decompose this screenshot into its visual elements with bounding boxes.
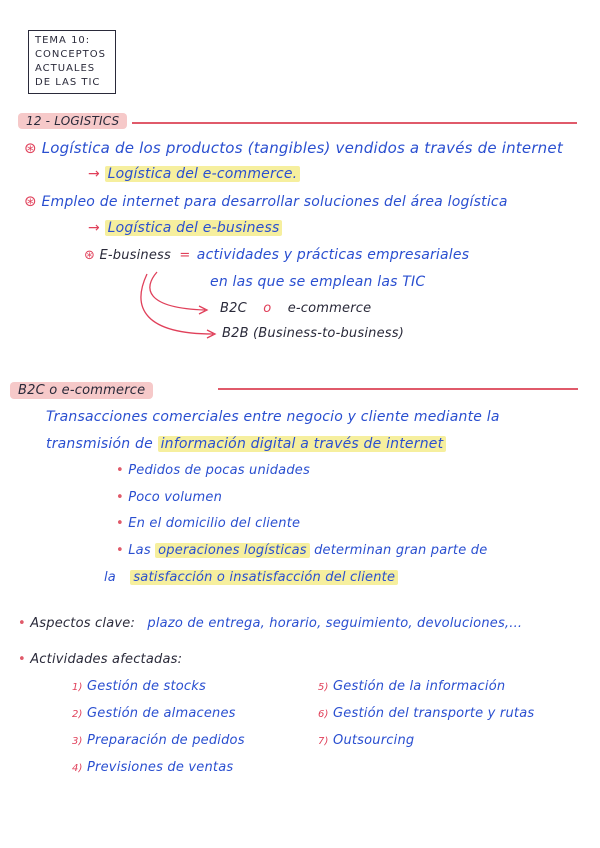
sat-pre: la [104, 570, 116, 585]
activity-num: 7) [318, 736, 329, 747]
title-box [28, 30, 116, 94]
star-bullet-icon: ⊛ [24, 192, 37, 210]
def-line2-hl: información digital a través de internet [158, 436, 447, 452]
activity-text: Previsiones de ventas [87, 760, 234, 775]
title-line-2: CONCEPTOS [35, 49, 106, 60]
star-bullet-icon: ⊛ [24, 139, 37, 157]
ebusiness-line [84, 247, 469, 263]
item1-text: Logística de los productos (tangibles) vendidos a través de internet [41, 139, 563, 157]
title-line-3: ACTUALES [35, 63, 96, 74]
dot-bullet-icon: • [116, 543, 124, 558]
point-2 [116, 490, 222, 505]
item2 [24, 192, 508, 210]
activity-text: Gestión de la información [333, 679, 506, 694]
ops-post: determinan gran parte de [314, 543, 488, 558]
ops-pre: Las [128, 543, 151, 558]
item1-sub-text: Logística del e-commerce. [105, 166, 301, 182]
aspects-text: plazo de entrega, horario, seguimiento, devoluciones,... [147, 616, 523, 631]
b2c-line [220, 301, 371, 316]
ebusiness-eq: = [179, 248, 191, 263]
branch-arrows-icon [135, 268, 225, 348]
sat-hl: satisfacción o insatisfacción del cliente [130, 570, 398, 585]
dot-bullet-icon: • [116, 463, 124, 478]
activity-text: Gestión del transporte y rutas [333, 706, 535, 721]
arrow-right-icon: → [88, 166, 100, 182]
point-3-text: En el domicilio del cliente [128, 516, 301, 531]
activity-right-1 [318, 679, 505, 694]
aspects-line [18, 616, 522, 631]
activity-num: 4) [72, 763, 83, 774]
b2c-label: B2C [220, 301, 247, 316]
item1 [24, 139, 563, 157]
point-4 [116, 543, 487, 558]
section2-rule [218, 388, 578, 390]
point-2-text: Poco volumen [128, 490, 223, 505]
activity-num: 3) [72, 736, 83, 747]
activity-text: Outsourcing [333, 733, 415, 748]
arrow-right-icon: → [88, 220, 100, 236]
section2-heading: B2C o e-commerce [10, 382, 153, 399]
ops-hl: operaciones logísticas [155, 543, 310, 558]
activity-num: 6) [318, 709, 329, 720]
point-1 [116, 463, 310, 478]
item1-sub [88, 166, 300, 182]
activity-text: Preparación de pedidos [87, 733, 245, 748]
activity-num: 2) [72, 709, 83, 720]
activity-left-1 [72, 679, 206, 694]
dot-bullet-icon: • [116, 516, 124, 531]
section2-def-line2 [46, 436, 446, 452]
dot-bullet-icon: • [116, 490, 124, 505]
section1-heading: 12 - LOGISTICS [18, 113, 127, 129]
item2-sub [88, 220, 282, 236]
activities-label: Actividades afectadas: [30, 652, 183, 667]
activity-left-2 [72, 706, 236, 721]
activity-num: 5) [318, 682, 329, 693]
activity-text: Gestión de almacenes [87, 706, 236, 721]
activity-left-3 [72, 733, 245, 748]
b2b-label: B2B (Business-to-business) [222, 326, 405, 341]
ebusiness-term: E-business [99, 248, 172, 263]
activity-right-3 [318, 733, 414, 748]
activity-num: 1) [72, 682, 83, 693]
b2c-sep: o [263, 301, 272, 316]
activities-label-line [18, 652, 182, 667]
activity-right-2 [318, 706, 534, 721]
title-line-1: TEMA 10: [35, 35, 91, 46]
satisfaction-line [104, 570, 398, 585]
point-1-text: Pedidos de pocas unidades [128, 463, 310, 478]
activity-left-4 [72, 760, 233, 775]
star-bullet-icon: ⊛ [84, 248, 96, 263]
aspects-label: Aspectos clave: [30, 616, 136, 631]
def-line2-pre: transmisión de [46, 436, 153, 452]
ebusiness-def2: en las que se emplean las TIC [210, 274, 426, 290]
title-line-4: DE LAS TIC [35, 77, 101, 88]
b2c-alt: e-commerce [287, 301, 372, 316]
dot-bullet-icon: • [18, 652, 26, 667]
dot-bullet-icon: • [18, 616, 26, 631]
item2-sub-text: Logística del e-business [105, 220, 283, 236]
section2-def-line1: Transacciones comerciales entre negocio y cliente mediante la [46, 409, 500, 425]
point-3 [116, 516, 300, 531]
section1-rule [132, 122, 577, 124]
activity-text: Gestión de stocks [87, 679, 206, 694]
item2-text: Empleo de internet para desarrollar soluciones del área logística [41, 194, 508, 210]
ebusiness-def1: actividades y prácticas empresariales [196, 247, 470, 263]
